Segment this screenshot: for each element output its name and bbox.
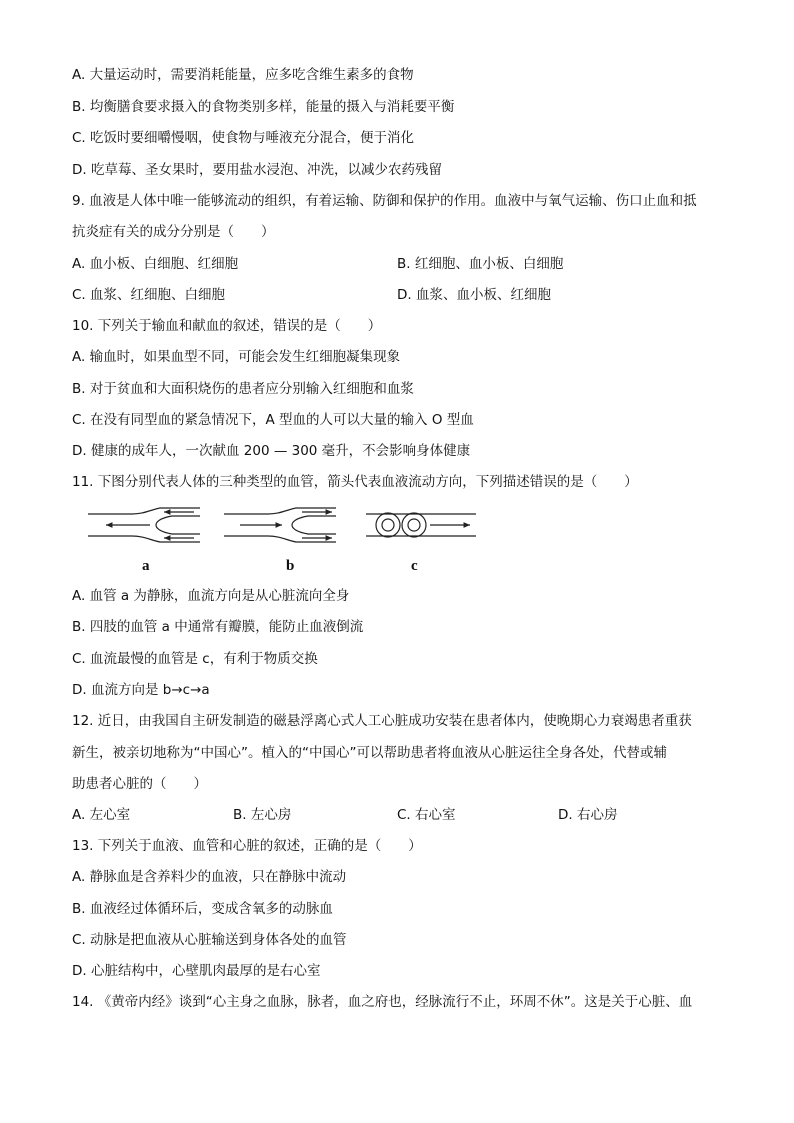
q8-option-a: A. 大量运动时，需要消耗能量，应多吃含维生素多的食物 xyxy=(72,67,414,83)
q9-option-c: C. 血浆、红细胞、白细胞 xyxy=(72,287,226,303)
q8-option-b: B. 均衡膳食要求摄入的食物类别多样，能量的摄入与消耗要平衡 xyxy=(72,99,455,115)
q12-option-d: D. 右心房 xyxy=(558,807,618,823)
q12-option-a: A. 左心室 xyxy=(72,807,131,823)
q12-option-c: C. 右心室 xyxy=(397,807,456,823)
q12-option-b: B. 左心房 xyxy=(233,807,292,823)
q11-option-c: C. 血流最慢的血管是 c，有利于物质交换 xyxy=(72,651,318,667)
vessel-a-diagram xyxy=(88,508,200,542)
q10-option-b: B. 对于贫血和大面积烧伤的患者应分别输入红细胞和血浆 xyxy=(72,381,414,397)
vessel-b-diagram xyxy=(224,508,336,542)
q10-option-a: A. 输血时，如果血型不同，可能会发生红细胞凝集现象 xyxy=(72,349,401,365)
q13-option-a: A. 静脉血是含养料少的血液，只在静脉中流动 xyxy=(72,869,347,885)
q13-option-c: C. 动脉是把血液从心脏输送到身体各处的血管 xyxy=(72,932,347,948)
q9-stem-line1: 9. 血液是人体中唯一能够流动的组织，有着运输、防御和保护的作用。血液中与氧气运输、伤口止血和抵 xyxy=(72,193,697,209)
q9-option-b: B. 红细胞、血小板、白细胞 xyxy=(397,256,564,272)
q12-stem-line3: 助患者心脏的（ ） xyxy=(72,776,207,792)
q9-option-d: D. 血浆、血小板、红细胞 xyxy=(397,287,551,303)
figure-label-a: a xyxy=(142,558,150,574)
q13-option-b: B. 血液经过体循环后，变成含氧多的动脉血 xyxy=(72,901,333,917)
vessel-c-diagram xyxy=(366,513,476,537)
q11-option-b: B. 四肢的血管 a 中通常有瓣膜，能防止血液倒流 xyxy=(72,619,364,635)
q10-option-c: C. 在没有同型血的紧急情况下，A 型血的人可以大量的输入 O 型血 xyxy=(72,412,474,428)
q10-stem: 10. 下列关于输血和献血的叙述，错误的是（ ） xyxy=(72,318,382,334)
q13-option-d: D. 心脏结构中，心壁肌肉最厚的是右心室 xyxy=(72,963,321,979)
q8-option-c: C. 吃饭时要细嚼慢咽，使食物与唾液充分混合，便于消化 xyxy=(72,130,415,146)
q14-stem-line1: 14. 《黄帝内经》谈到“心主身之血脉，脉者，血之府也，经脉流行不止，环周不休”。这是关于心脏、血 xyxy=(72,994,693,1010)
q9-stem-line2: 抗炎症有关的成分分别是（ ） xyxy=(72,224,275,240)
q13-stem: 13. 下列关于血液、血管和心脏的叙述，正确的是（ ） xyxy=(72,838,422,854)
q11-option-a: A. 血管 a 为静脉，血流方向是从心脏流向全身 xyxy=(72,588,350,604)
q12-stem-line1: 12. 近日，由我国自主研发制造的磁悬浮离心式人工心脏成功安装在患者体内，使晚期心力衰竭患者重获 xyxy=(72,713,692,729)
figure-label-b: b xyxy=(286,558,295,574)
q11-stem: 11. 下图分别代表人体的三种类型的血管，箭头代表血液流动方向，下列描述错误的是（ ） xyxy=(72,474,638,490)
q12-stem-line2: 新生，被亲切地称为“中国心”。植入的“中国心”可以帮助患者将血液从心脏运往全身各处，代替或辅 xyxy=(72,745,667,761)
q9-option-a: A. 血小板、白细胞、红细胞 xyxy=(72,256,239,272)
figure-label-c: c xyxy=(411,558,418,574)
q11-option-d: D. 血流方向是 b→c→a xyxy=(72,682,210,698)
blood-vessel-figure xyxy=(84,504,484,576)
q8-option-d: D. 吃草莓、圣女果时，要用盐水浸泡、冲洗，以减少农药残留 xyxy=(72,162,442,178)
q10-option-d: D. 健康的成年人，一次献血 200 — 300 毫升，不会影响身体健康 xyxy=(72,443,471,459)
